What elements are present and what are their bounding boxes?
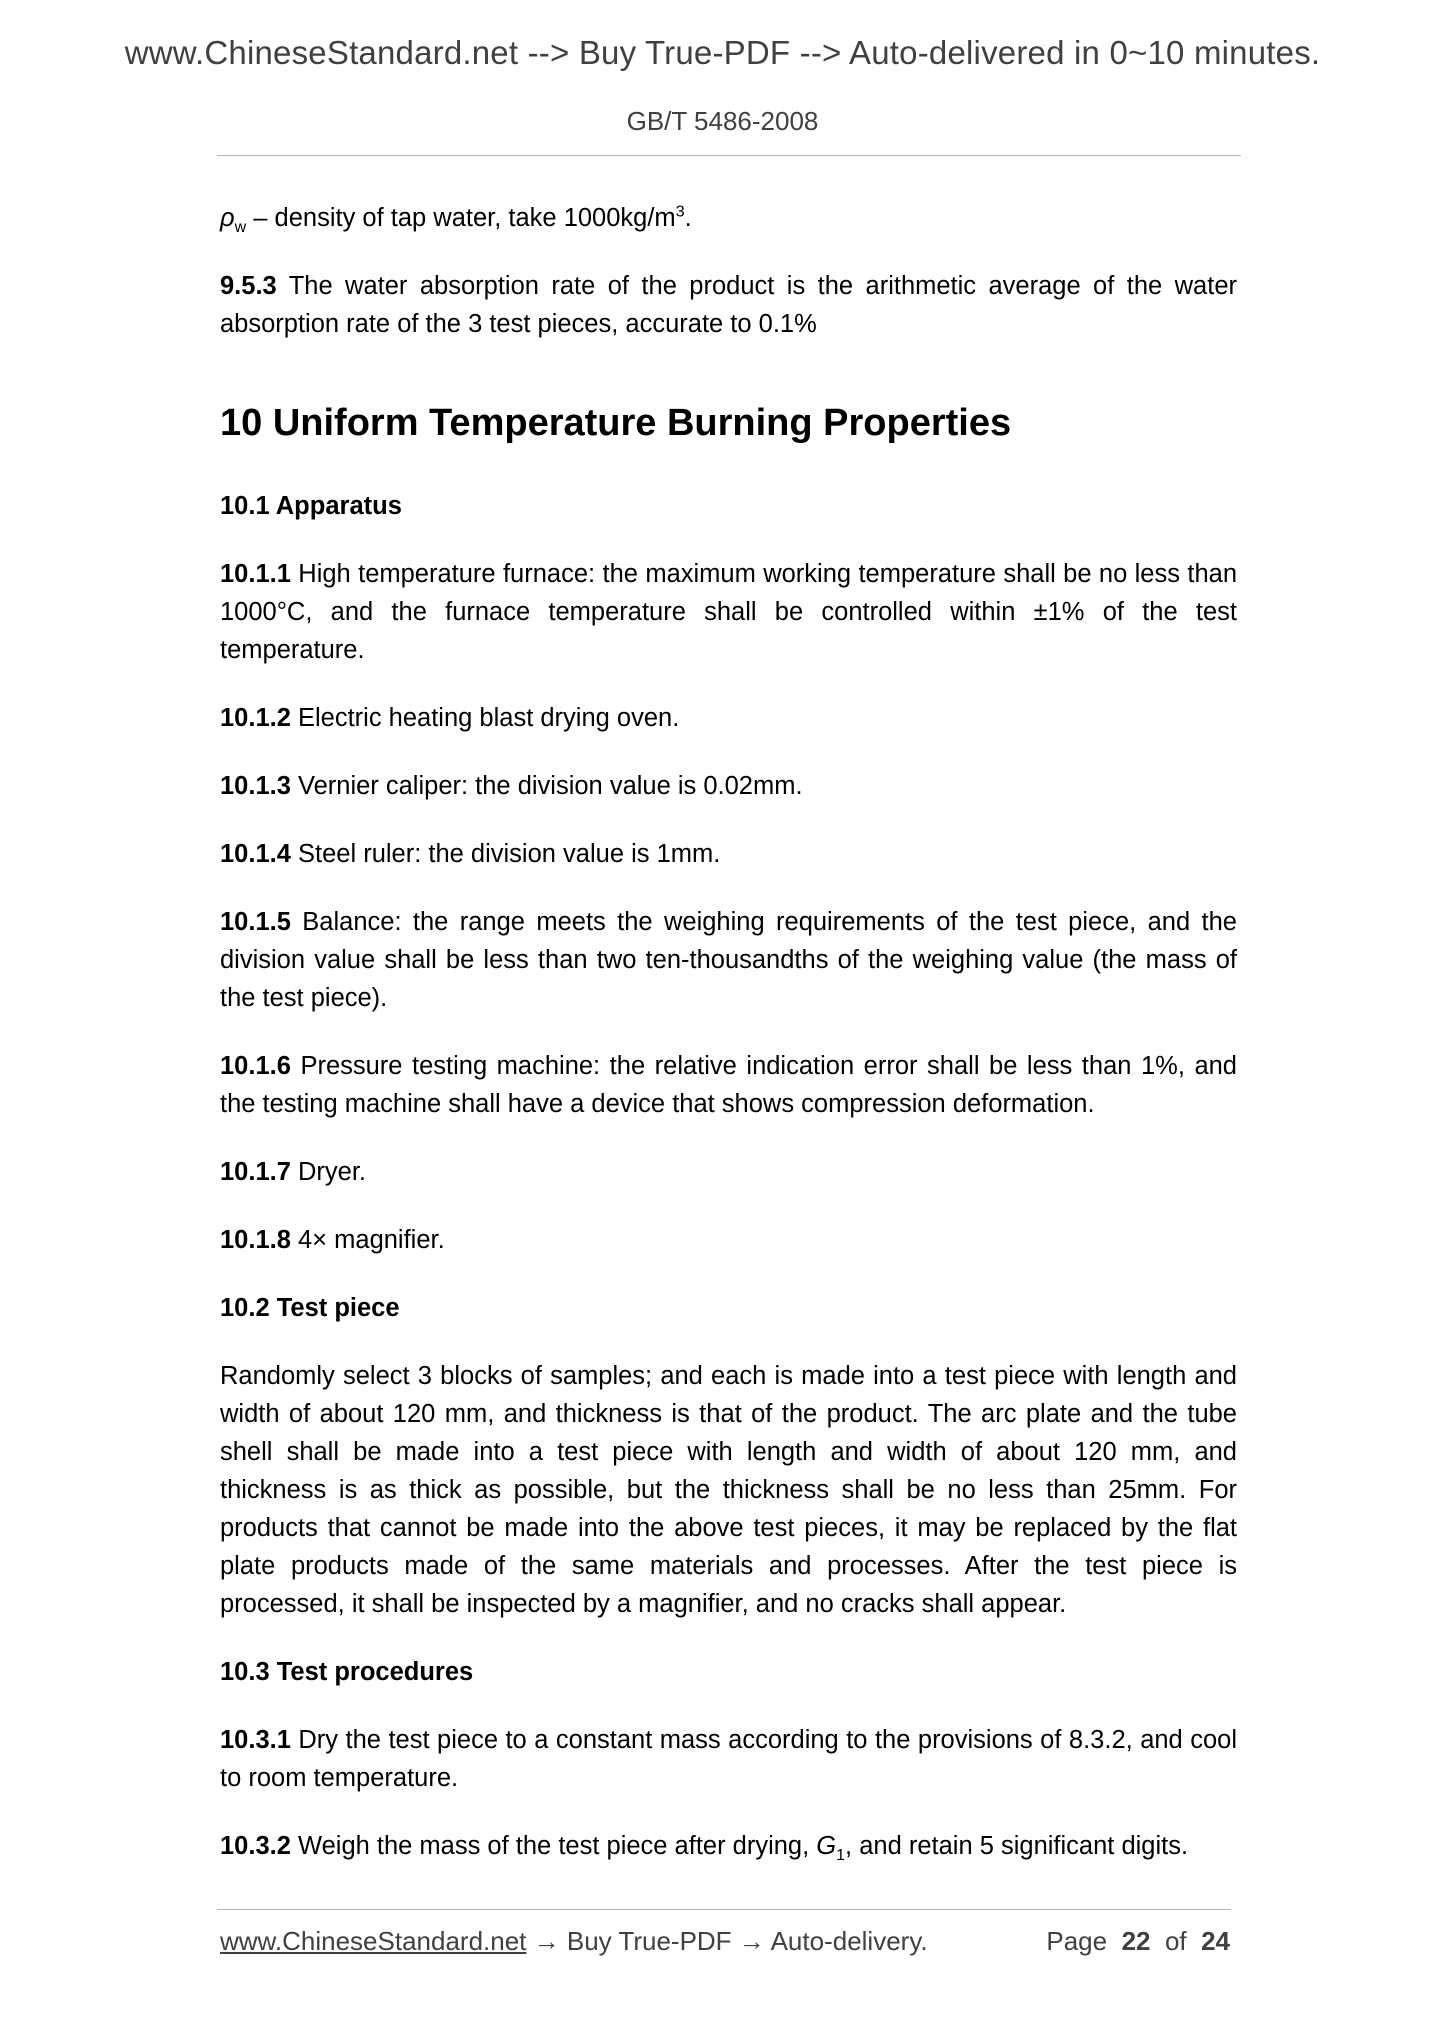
clause-10-1-1 [220, 555, 1237, 669]
clause-10-1-2 [220, 699, 1237, 737]
clause-10-1-3 [220, 767, 1237, 805]
rho-symbol: ρ [220, 204, 235, 232]
clause-10-1-6 [220, 1047, 1237, 1123]
clause-text: 4× magnifier. [290, 1226, 445, 1254]
clause-10-3-2 [220, 1827, 1237, 1865]
clause-number: 9.5.3 [220, 272, 277, 300]
mass-variable: G [816, 1832, 837, 1860]
clause-text-end: , and retain 5 significant digits. [845, 1832, 1189, 1860]
subsection-heading-10-2: 10.2 Test piece [220, 1294, 400, 1322]
page-footer [220, 1926, 1230, 1957]
mass-subscript: 1 [836, 1847, 846, 1865]
arrow-icon: → [731, 1926, 771, 1956]
buy-text: Buy True-PDF [566, 1926, 732, 1956]
clause-number: 10.1.1 [220, 560, 291, 588]
clause-number: 10.1.5 [220, 908, 291, 936]
page-indicator [1046, 1926, 1230, 1957]
rho-text: – density of tap water, take 1000kg/m [246, 204, 676, 232]
rho-definition [220, 199, 1237, 237]
clause-number: 10.3.2 [220, 1832, 291, 1860]
page-total: 24 [1201, 1926, 1230, 1956]
clause-9-5-3 [220, 267, 1237, 343]
clause-number: 10.1.8 [220, 1226, 291, 1254]
delivery-text: Auto-delivery. [770, 1926, 928, 1956]
footer-divider [217, 1909, 1231, 1910]
clause-number: 10.1.6 [220, 1052, 291, 1080]
rho-subscript: w [234, 219, 247, 237]
clause-10-1-7 [220, 1153, 1237, 1191]
clause-number: 10.1.2 [220, 704, 291, 732]
arrow-icon: → [526, 1926, 567, 1956]
header-divider [217, 155, 1241, 156]
clause-text: Electric heating blast drying oven. [290, 704, 680, 732]
clause-10-1-5 [220, 903, 1237, 1017]
subsection-heading-10-1: 10.1 Apparatus [220, 492, 402, 520]
clause-number: 10.1.7 [220, 1158, 291, 1186]
section-heading-10: 10 Uniform Temperature Burning Properties [220, 402, 1012, 444]
clause-text: Vernier caliper: the division value is 0.02mm. [290, 772, 803, 800]
clause-number: 10.1.4 [220, 840, 291, 868]
clause-text: Weigh the mass of the test piece after drying, [290, 1832, 817, 1860]
top-banner: www.ChineseStandard.net --> Buy True-PDF --> Auto-delivered in 0~10 minutes. [124, 34, 1321, 71]
clause-number: 10.3.1 [220, 1726, 291, 1754]
clause-text: Pressure testing machine: the relative indication error shall be less than 1%, and the testing machine shall have a device that shows compression deformation. [220, 1052, 1237, 1118]
rho-end: . [684, 204, 692, 232]
of-label: of [1164, 1926, 1187, 1956]
test-piece-paragraph: Randomly select 3 blocks of samples; and each is made into a test piece with length and width of about 120 mm, and thickness is that of the product. The arc plate and the tube shell shall be made into a test piece with length and width of about 120 mm, and thickness is as thick as possible, but the thickness shall be no less than 25mm. For products that cannot be made into the above test pieces, it may be replaced by the flat plate products made of the same materials and processes. After the test piece is processed, it shall be inspected by a magnifier, and no cracks shall appear. [220, 1362, 1237, 1618]
clause-number: 10.1.3 [220, 772, 291, 800]
clause-text: Dry the test piece to a constant mass according to the provisions of 8.3.2, and cool to room temperature. [220, 1726, 1237, 1792]
subsection-heading-10-3: 10.3 Test procedures [220, 1658, 474, 1686]
page-label: Page [1046, 1926, 1108, 1956]
page-current: 22 [1121, 1926, 1151, 1956]
clause-text: The water absorption rate of the product is the arithmetic average of the water absorption rate of the 3 test pieces, accurate to 0.1% [220, 272, 1237, 338]
clause-text: Balance: the range meets the weighing requirements of the test piece, and the division value shall be less than two ten-thousandths of the weighing value (the mass of the test piece). [220, 908, 1237, 1012]
clause-10-1-8 [220, 1221, 1237, 1259]
clause-text: High temperature furnace: the maximum working temperature shall be no less than 1000°C, and the furnace temperature shall be controlled within ±1% of the test temperature. [220, 560, 1237, 664]
document-body [220, 199, 1237, 1895]
website-link[interactable]: www.ChineseStandard.net [220, 1926, 527, 1956]
clause-10-1-4 [220, 835, 1237, 873]
clause-10-3-1 [220, 1721, 1237, 1797]
standard-number-header: GB/T 5486-2008 [626, 106, 819, 136]
clause-text: Dryer. [290, 1158, 366, 1186]
clause-text: Steel ruler: the division value is 1mm. [290, 840, 721, 868]
rho-superscript: 3 [675, 203, 685, 221]
